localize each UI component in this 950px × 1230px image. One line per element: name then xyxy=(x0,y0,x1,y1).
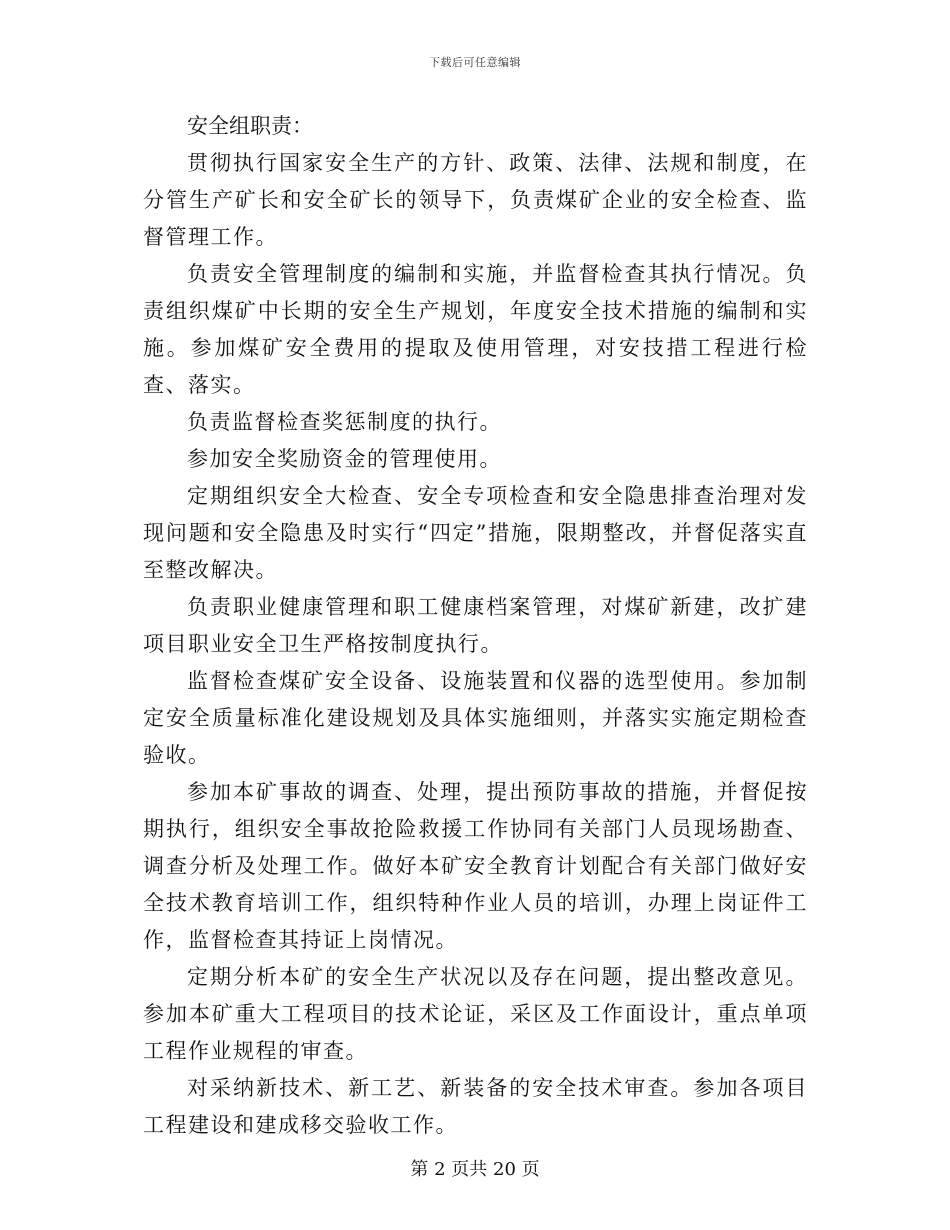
paragraph-10: 对采纳新技术、新工艺、新装备的安全技术审查。参加各项目工程建设和建成移交验收工作。 xyxy=(143,1076,808,1137)
paragraph-1: 贯彻执行国家安全生产的方针、政策、法律、法规和制度，在分管生产矿长和安全矿长的领导下，负责煤矿企业的安全检查、监督管理工作。 xyxy=(143,151,808,249)
document-body xyxy=(143,108,808,1144)
page-footer xyxy=(0,1155,950,1181)
paragraph-7: 监督检查煤矿安全设备、设施装置和仪器的选型使用。参加制定安全质量标准化建设规划及具体实施细则，并落实实施定期检查验收。 xyxy=(143,669,808,767)
section-heading: 安全组职责： xyxy=(187,114,313,138)
paragraph-6: 负责职业健康管理和职工健康档案管理，对煤矿新建，改扩建项目职业安全卫生严格按制度执行。 xyxy=(143,595,808,656)
paragraph-8: 参加本矿事故的调查、处理，提出预防事故的措施，并督促按期执行，组织安全事故抢险救援工作协同有关部门人员现场勘查、调查分析及处理工作。做好本矿安全教育计划配合有关部门做好安全技术教育培训工作，组织特种作业人员的培训，办理上岗证件工作，监督检查其持证上岗情况。 xyxy=(143,780,808,952)
page-number: 第 2 页共 20 页 xyxy=(410,1159,540,1180)
paragraph-5: 定期组织安全大检查、安全专项检查和安全隐患排查治理对发现问题和安全隐患及时实行“四定”措施，限期整改，并督促落实直至整改解决。 xyxy=(143,484,808,582)
paragraph-2: 负责安全管理制度的编制和实施，并监督检查其执行情况。负责组织煤矿中长期的安全生产规划，年度安全技术措施的编制和实施。参加煤矿安全费用的提取及使用管理，对安技措工程进行检查、落实。 xyxy=(143,262,808,397)
paragraph-9: 定期分析本矿的安全生产状况以及存在问题，提出整改意见。参加本矿重大工程项目的技术论证，采区及工作面设计，重点单项工程作业规程的审查。 xyxy=(143,965,808,1063)
paragraph-4: 参加安全奖励资金的管理使用。 xyxy=(187,447,502,471)
page-header xyxy=(0,54,950,70)
header-note: 下载后可任意编辑 xyxy=(429,56,521,69)
paragraph-3: 负责监督检查奖惩制度的执行。 xyxy=(187,410,502,434)
